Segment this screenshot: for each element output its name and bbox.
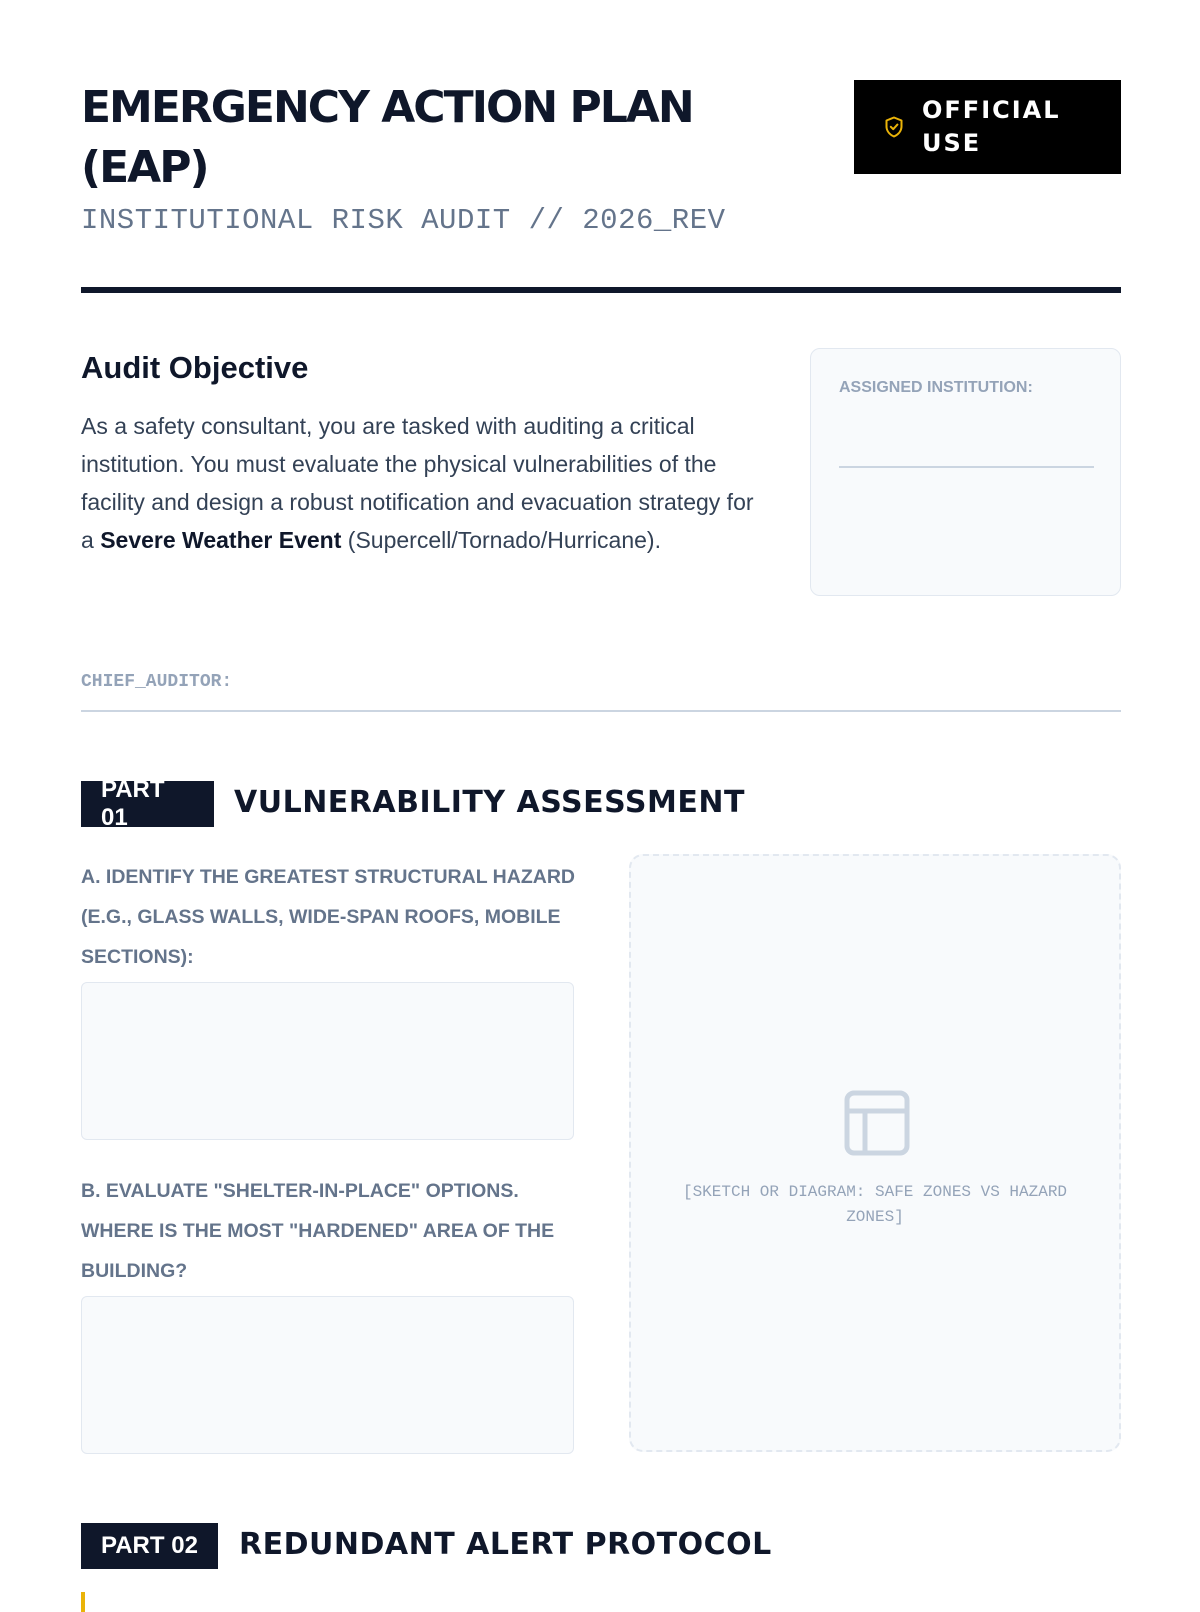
instruction-accent-bar — [81, 1592, 85, 1612]
event-type-emphasis: Severe Weather Event — [100, 527, 342, 553]
chief-auditor-label: CHIEF_AUDITOR: — [81, 672, 233, 692]
sketch-caption: [SKETCH OR DIAGRAM: SAFE ZONES VS HAZARD ZONES] — [682, 1183, 1068, 1226]
badge-label: OFFICIAL USE — [922, 96, 1061, 157]
question-a-answer-box[interactable] — [81, 982, 574, 1140]
part-02-title: REDUNDANT ALERT PROTOCOL — [239, 1527, 772, 1562]
assigned-institution-field[interactable] — [839, 466, 1094, 468]
part-01-title: VULNERABILITY ASSESSMENT — [234, 785, 745, 820]
question-b-label: B. EVALUATE "SHELTER-IN-PLACE" OPTIONS. WHERE IS THE MOST "HARDENED" AREA OF THE BUILDING? — [81, 1180, 555, 1282]
sketch-area[interactable] — [629, 854, 1121, 1452]
document-subtitle: INSTITUTIONAL RISK AUDIT // 2026_REV — [81, 204, 726, 237]
assigned-institution-label: ASSIGNED INSTITUTION: — [839, 379, 1033, 396]
document-title: EMERGENCY ACTION PLAN (EAP) — [81, 82, 693, 193]
part-02-tag: PART 02 — [81, 1523, 218, 1569]
shield-check-icon — [882, 115, 906, 139]
part-01-tag: PART 01 — [81, 781, 214, 827]
objective-text: As a safety consultant, you are tasked with auditing a critical institution. You must evaluate the physical vulnerabilities of the facility and design a robust notification and evacuation strategy for a Severe Weather Event (Supercell/Tornado/Hurricane). — [81, 413, 754, 553]
assigned-institution-card — [810, 348, 1121, 596]
objective-heading: Audit Objective — [81, 350, 309, 385]
official-use-badge — [854, 80, 1121, 174]
header-divider — [81, 287, 1121, 293]
layout-icon — [843, 1089, 911, 1157]
question-b-answer-box[interactable] — [81, 1296, 574, 1454]
question-a-label: A. IDENTIFY THE GREATEST STRUCTURAL HAZARD (E.G., GLASS WALLS, WIDE-SPAN ROOFS, MOBILE SECTIONS): — [81, 866, 576, 968]
chief-auditor-field[interactable] — [81, 710, 1121, 712]
